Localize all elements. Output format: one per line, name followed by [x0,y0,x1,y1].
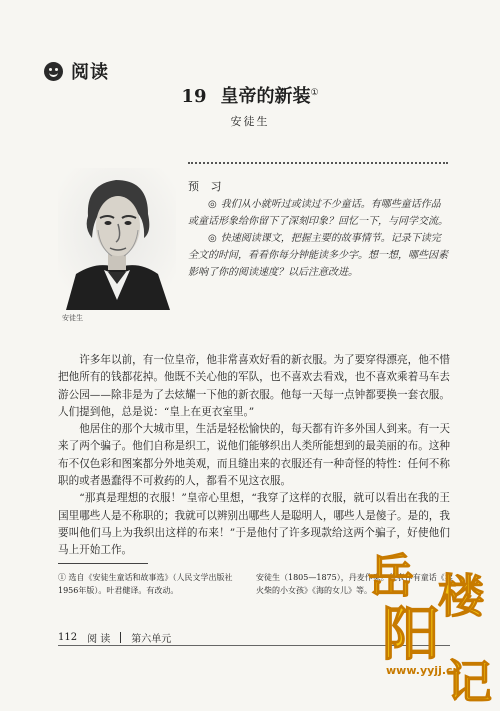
footnote-divider [58,563,148,564]
footnote-mark[interactable]: ① [310,88,319,98]
footer-unit: 第六单元 [131,634,172,645]
paragraph: 他居住的那个大城市里，生活是轻松愉快的，每天都有许多外国人到来。有一天来了两个骗子。他们自称是织工，说他们能够织出人类所能想到的最美丽的布。这种布不仅色彩和图案都分外地美观，而且缝出来的衣服还有一种奇怪的特性：任何不称职的或者愚蠢得不可救药的人，都看不见这衣服。 [58,423,450,488]
smiley-icon [44,62,63,81]
watermark-char: 阳 [382,600,441,668]
bullet-icon: ◎ [208,199,217,210]
watermark-url: www.yyjj.cn [386,664,461,677]
preview-item: ◎ 快速阅读课文，把握主要的故事情节。记录下读完全文的时间，看看你每分钟能读多少字。想一想，哪些因素影响了你的阅读速度？以后注意改进。 [188,233,448,278]
lesson-title [0,82,500,108]
footer-section: 阅 读 [87,634,111,645]
section-header [44,58,109,84]
author-name: 安徒生 [230,115,270,128]
preview-section [188,196,450,281]
story-body [58,352,450,560]
watermark-logo [360,542,500,707]
preview-item: ◎ 我们从小就听过或读过不少童话。有哪些童话作品或童话形象给你留下了深刻印象？回忆一下，与同学交流。 [188,199,448,227]
lesson-title-text: 皇帝的新装 [220,86,311,107]
paragraph: “那真是理想的衣服！”皇帝心里想，“我穿了这样的衣服，就可以看出在我的王国里哪些人是不称职的；我就可以辨别出哪些人是聪明人，哪些人是傻子。是的，我要叫他们马上为我织出这样的布来！”于是他付了许多现款给这两个骗子，好使他们马上开始工作。 [58,492,450,557]
footnote-author: 安徒生（1805—1875），丹麦作家。代表作有童话《卖火柴的小女孩》《海的女儿》等。 [256,573,453,595]
portrait-caption: 安徒生 [62,314,83,322]
preview-heading: 预 习 [188,180,226,193]
footnote-source: ① 选自《安徒生童话和故事选》（人民文学出版社1956年版）。叶君健译。有改动。 [58,573,233,595]
watermark-char: 楼 [438,569,484,623]
author-portrait [58,168,176,310]
preview-divider [188,162,448,164]
bullet-icon: ◎ [208,233,217,244]
section-title: 阅读 [71,62,109,83]
watermark-char: 岳 [368,549,414,603]
lesson-number: 19 [181,86,207,107]
footer-separator [120,632,121,643]
page-footer [58,630,171,645]
page-number: 112 [58,632,78,643]
watermark-char: 记 [446,655,492,707]
paragraph: 许多年以前，有一位皇帝，他非常喜欢好看的新衣服。为了要穿得漂亮，他不惜把他所有的钱都花掉。他既不关心他的军队，也不喜欢去看戏，也不喜欢乘着马车去游公园——除非是为了去炫耀一下他的新衣服。他每一天每一点钟都要换一套衣服。人们提到他，总是说：“皇上在更衣室里。” [58,354,450,418]
